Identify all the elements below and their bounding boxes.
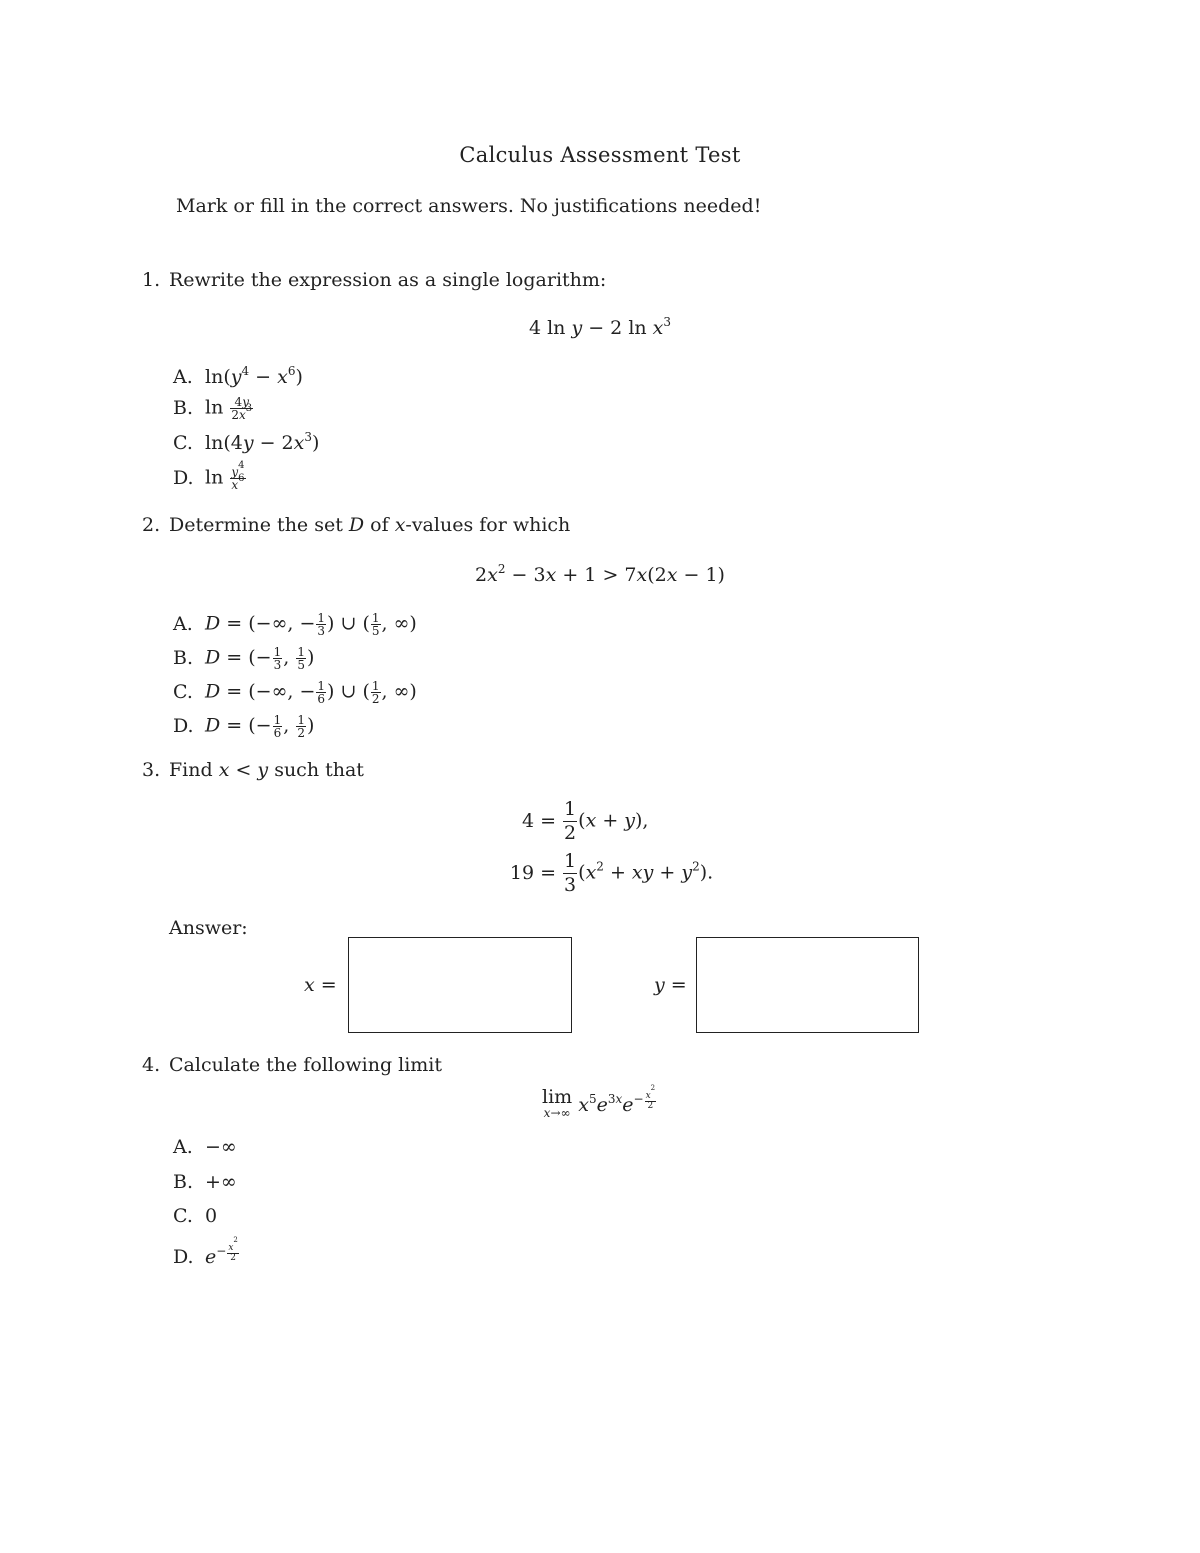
q2-option-c-letter: C. <box>173 680 193 703</box>
q3-y-answer-box[interactable] <box>696 937 919 1033</box>
q3-answer-label: Answer: <box>169 917 248 939</box>
q4-option-c[interactable] <box>173 1205 217 1227</box>
q3-x-label: x = <box>304 974 337 996</box>
q4-option-d[interactable]: D. $e^{- \frac{x^2}{2}}$ <box>173 1236 238 1268</box>
q4-option-c-letter: C. <box>173 1205 193 1227</box>
q4-option-a[interactable] <box>173 1136 237 1158</box>
q4-option-c-text: 0 <box>205 1205 218 1227</box>
q1-option-b-letter: B. <box>173 396 194 419</box>
q1-number: 1. <box>142 269 161 291</box>
q2-option-b[interactable]: B. D = (− $\frac{1}{3}$ , $\frac{1}{5}$ ) <box>173 645 315 672</box>
q2-inequality: $2x^2 - 3x + 1 > 7x(2x - 1)$ <box>475 562 725 586</box>
q3-x-answer-box[interactable] <box>348 937 572 1033</box>
q2-option-c[interactable]: C. D = (−∞, − $\frac{1}{6}$ ) ∪ ( $\frac{1}{2}$ , ∞) <box>173 679 417 706</box>
q1-text: Rewrite the expression as a single logarithm: <box>169 269 607 291</box>
q2-option-d-letter: D. <box>173 714 194 737</box>
q2-text: Determine the set D of x-values for which <box>169 514 571 536</box>
q2-option-d[interactable]: D. D = (− $\frac{1}{6}$ , $\frac{1}{2}$ ) <box>173 713 315 740</box>
q1-option-d[interactable]: D. ln $\frac{y^4}{x^6}$ <box>173 460 245 492</box>
q4-option-b-letter: B. <box>173 1171 194 1193</box>
q1-option-b[interactable]: B. ln $\frac{4y}{2x^3}$ <box>173 395 253 422</box>
q4-option-d-letter: D. <box>173 1246 194 1268</box>
q4-option-b[interactable] <box>173 1171 237 1193</box>
q2-option-a[interactable]: A. D = (−∞, − $\frac{1}{3}$ ) ∪ ( $\frac{1}{5}$ , ∞) <box>173 611 417 638</box>
q1-expression: 4 ln y − 2 $\ln x^3$ <box>528 315 672 339</box>
q3-equation-1: 4 = $\frac{1}{2}$ (x + y), <box>521 798 649 844</box>
page-title: Calculus Assessment Test <box>459 143 741 167</box>
q3-y-label: y = <box>654 974 687 996</box>
q3-text: Find x < y such that <box>169 759 364 781</box>
q4-text: Calculate the following limit <box>169 1054 443 1076</box>
q1-option-a[interactable]: A. $\ln(y^4 - x^6)$ <box>173 364 303 388</box>
q4-option-a-text: −∞ <box>205 1136 237 1158</box>
q4-option-b-text: +∞ <box>205 1171 237 1193</box>
q1-option-c-letter: C. <box>173 432 193 454</box>
q1-option-c[interactable]: C. $\ln(4y - 2x^3)$ <box>173 430 320 454</box>
q4-limit: lim x→∞ $x^5e^{3x}e^{- \frac{x^2}{2}}$ <box>542 1084 656 1120</box>
q2-number: 2. <box>142 514 161 536</box>
q4-number: 4. <box>142 1054 161 1076</box>
q2-option-b-letter: B. <box>173 646 194 669</box>
q3-equation-2: 19 = $\frac{1}{3}$ ($x^2$ + xy + $y^2$). <box>509 850 714 896</box>
instructions: Mark or fill in the correct answers. No justifications needed! <box>176 195 762 217</box>
q3-number: 3. <box>142 759 161 781</box>
q2-option-a-letter: A. <box>173 612 193 635</box>
q1-option-d-letter: D. <box>173 466 194 489</box>
q1-option-a-letter: A. <box>173 366 193 388</box>
q4-option-a-letter: A. <box>173 1136 193 1158</box>
